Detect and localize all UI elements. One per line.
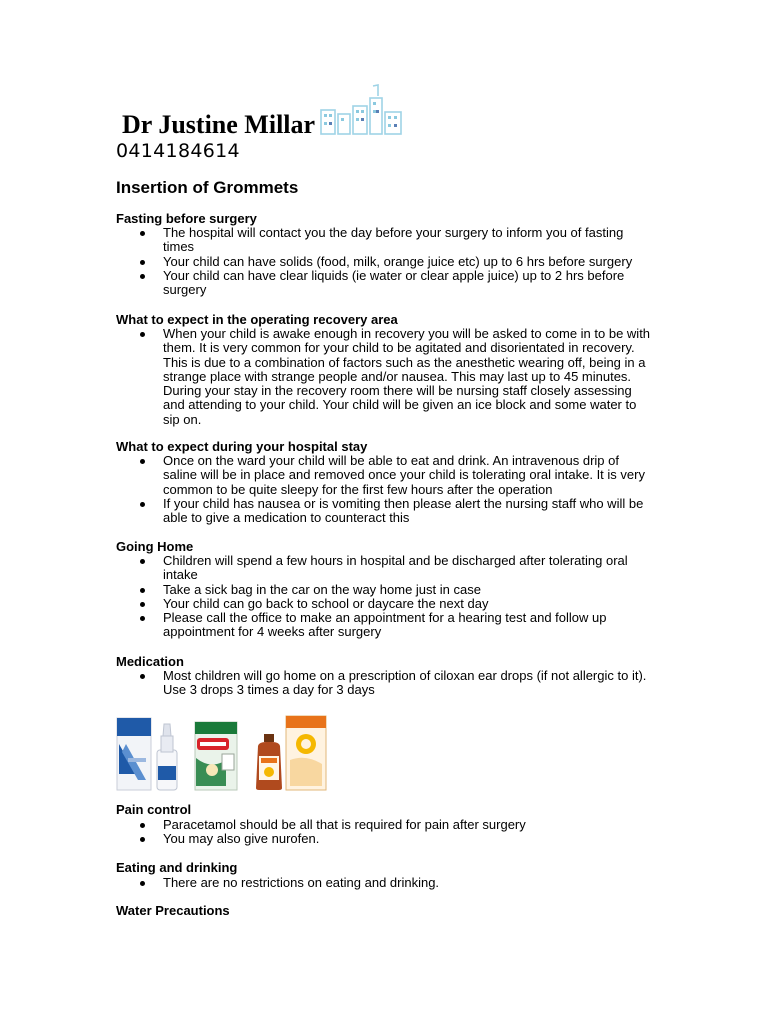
section-heading-medication: Medication (116, 654, 184, 669)
section-heading-water-precautions: Water Precautions (116, 903, 230, 918)
ciloxan-bottle-image (157, 724, 177, 790)
list-item: You may also give nurofen. (116, 832, 656, 846)
phone-number: 0414184614 (116, 140, 240, 162)
pain-control-list (116, 818, 656, 847)
going-home-list (116, 554, 656, 640)
list-item: Your child can have clear liquids (ie water or clear apple juice) up to 2 hrs before surgery (116, 269, 656, 298)
section-heading-fasting: Fasting before surgery (116, 211, 257, 226)
eating-drinking-list (116, 876, 656, 890)
medication-product-images (116, 714, 336, 797)
list-item: Your child can go back to school or daycare the next day (116, 597, 656, 611)
list-item: Paracetamol should be all that is required for pain after surgery (116, 818, 656, 832)
list-item: Most children will go home on a prescription of ciloxan ear drops (if not allergic to it). Use 3 drops 3 times a day for 3 days (116, 669, 656, 698)
list-item: There are no restrictions on eating and drinking. (116, 876, 656, 890)
fasting-list (116, 226, 656, 297)
list-item: Once on the ward your child will be able to eat and drink. An intravenous drip of saline will be in place and removed once your child is tolerating oral intake. It is very common to be quite sleepy for the first few hours after the operation (116, 454, 656, 497)
list-item: The hospital will contact you the day before your surgery to inform you of fasting times (116, 226, 656, 255)
section-heading-recovery: What to expect in the operating recovery area (116, 312, 398, 327)
section-heading-going-home: Going Home (116, 539, 194, 554)
recovery-list (116, 327, 656, 427)
page-title: Insertion of Grommets (116, 178, 299, 197)
list-item: Your child can have solids (food, milk, orange juice etc) up to 6 hrs before surgery (116, 255, 656, 269)
clinic-logo-icon (320, 84, 404, 136)
medication-list (116, 669, 656, 698)
list-item: Take a sick bag in the car on the way home just in case (116, 583, 656, 597)
nurofen-product-image (256, 716, 326, 790)
panadol-box-image (195, 722, 237, 790)
section-heading-hospital-stay: What to expect during your hospital stay (116, 439, 368, 454)
list-item: When your child is awake enough in recovery you will be asked to come in to be with them. It is very common for your child to be agitated and disorientated in recovery. This is due to a combination of factors such as the anesthetic wearing off, being in a strange place with strange people and/or nausea. This may last up to 45 minutes. During your stay in the recovery room there will be nursing staff closely assessing and attending to your child. Your child will be given an ice block and some water to sip on. (116, 327, 656, 427)
hospital-stay-list (116, 454, 656, 525)
list-item: Children will spend a few hours in hospital and be discharged after tolerating oral intake (116, 554, 656, 583)
ciloxan-box-image (117, 718, 151, 790)
section-heading-eating-drinking: Eating and drinking (116, 860, 238, 875)
product-photos (116, 714, 336, 792)
doctor-name: Dr Justine Millar (122, 110, 316, 139)
list-item: If your child has nausea or is vomiting then please alert the nursing staff who will be able to give a medication to counteract this (116, 497, 656, 526)
list-item: Please call the office to make an appointment for a hearing test and follow up appointment for 4 weeks after surgery (116, 611, 656, 640)
section-heading-pain-control: Pain control (116, 802, 192, 817)
